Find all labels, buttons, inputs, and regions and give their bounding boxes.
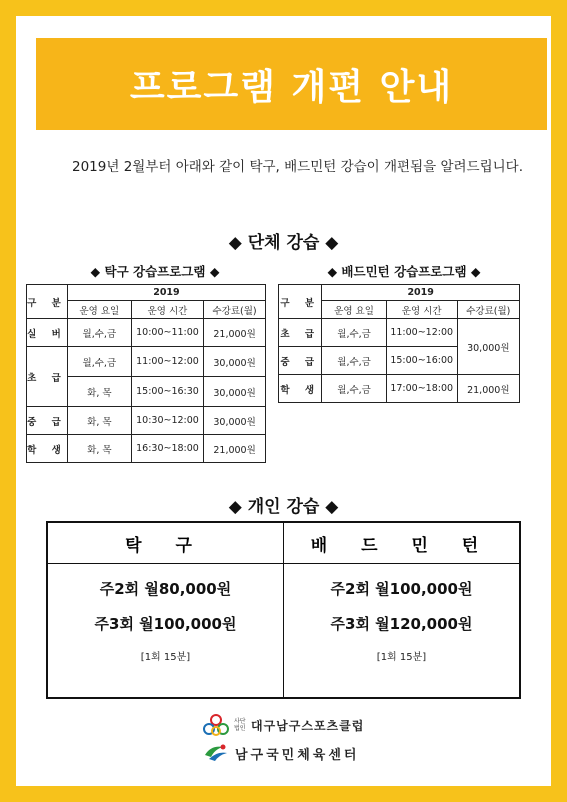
table-row — [27, 319, 266, 347]
row-day: 화, 목 — [67, 377, 131, 407]
year-header: 2019 — [67, 285, 265, 301]
row-fee: 30,000원 — [204, 407, 266, 435]
row-category: 초 급 — [27, 347, 68, 407]
price-line-1: 주2회 월80,000원 — [99, 580, 232, 598]
row-category: 초 급 — [279, 319, 322, 347]
header-day: 운영 요일 — [322, 301, 386, 319]
personal-table-tennis-header: 탁 구 — [47, 522, 284, 564]
header-fee: 수강료(월) — [204, 301, 266, 319]
header-day: 운영 요일 — [67, 301, 131, 319]
personal-badminton-cell — [284, 564, 521, 699]
price-line-2: 주3회 월120,000원 — [330, 615, 473, 633]
row-day: 월,수,금 — [322, 375, 386, 403]
sports-club-logo — [201, 713, 364, 737]
club-name: 대구남구스포츠클럽 — [251, 718, 365, 733]
price-line-2: 주3회 월100,000원 — [94, 615, 237, 633]
header-time: 운영 시간 — [386, 301, 457, 319]
row-day: 월,수,금 — [322, 319, 386, 347]
personal-lesson-title: ◆ 개인 강습 ◆ — [228, 497, 339, 517]
row-day: 화, 목 — [67, 407, 131, 435]
table-row — [27, 407, 266, 435]
price-line-1: 주2회 월100,000원 — [330, 580, 473, 598]
badminton-program-title: ◆ 배드민턴 강습프로그램 ◆ — [327, 264, 481, 279]
intro-text: 2019년 2월부터 아래와 같이 탁구, 배드민턴 강습이 개편됨을 알려드립니다. — [72, 159, 524, 175]
group-lesson-title: ◆ 단체 강습 ◆ — [228, 233, 339, 253]
personal-badminton-header: 배 드 민 턴 — [284, 522, 521, 564]
row-fee: 30,000원 — [457, 319, 519, 375]
header-time: 운영 시간 — [131, 301, 203, 319]
col-group-header: 구 분 — [27, 285, 68, 319]
row-day: 월,수,금 — [322, 347, 386, 375]
row-time: 11:00~12:00 — [386, 319, 457, 347]
sports-center-logo — [203, 743, 359, 763]
row-day: 월,수,금 — [67, 347, 131, 377]
personal-lesson-table — [46, 521, 521, 699]
row-category: 중 급 — [27, 407, 68, 435]
row-category: 중 급 — [279, 347, 322, 375]
table-tennis-schedule-table — [26, 284, 266, 463]
row-category: 학 생 — [279, 375, 322, 403]
row-time: 15:00~16:00 — [386, 347, 457, 375]
page-title: 프로그램 개편 안내 — [129, 66, 454, 108]
row-time: 10:00~11:00 — [131, 319, 203, 347]
row-time: 17:00~18:00 — [386, 375, 457, 403]
center-emblem-icon — [203, 743, 229, 763]
row-time: 15:00~16:30 — [131, 377, 203, 407]
col-group-header: 구 분 — [279, 285, 322, 319]
duration-note: [1회 15분] — [376, 652, 427, 663]
intro-text-block — [46, 156, 536, 178]
row-fee: 30,000원 — [204, 347, 266, 377]
badminton-schedule-table — [278, 284, 520, 403]
row-fee: 21,000원 — [204, 435, 266, 463]
table-row — [279, 375, 520, 403]
row-fee: 21,000원 — [457, 375, 519, 403]
row-time: 11:00~12:00 — [131, 347, 203, 377]
table-tennis-program-title: ◆ 탁구 강습프로그램 ◆ — [90, 264, 220, 279]
table-row — [279, 319, 520, 347]
year-header: 2019 — [322, 285, 520, 301]
row-time: 10:30~12:00 — [131, 407, 203, 435]
row-day: 화, 목 — [67, 435, 131, 463]
table-row — [27, 347, 266, 377]
row-day: 월,수,금 — [67, 319, 131, 347]
row-category: 학 생 — [27, 435, 68, 463]
personal-table-tennis-cell — [47, 564, 284, 699]
center-name: 남구국민체육센터 — [235, 747, 360, 763]
row-fee: 30,000원 — [204, 377, 266, 407]
row-fee: 21,000원 — [204, 319, 266, 347]
row-category: 실 버 — [27, 319, 68, 347]
row-time: 16:30~18:00 — [131, 435, 203, 463]
header-fee: 수강료(월) — [457, 301, 519, 319]
club-small-label: 사단 법인 — [234, 718, 246, 732]
rings-icon — [201, 713, 231, 737]
title-banner — [36, 38, 547, 130]
duration-note: [1회 15분] — [140, 652, 191, 663]
table-row — [27, 435, 266, 463]
